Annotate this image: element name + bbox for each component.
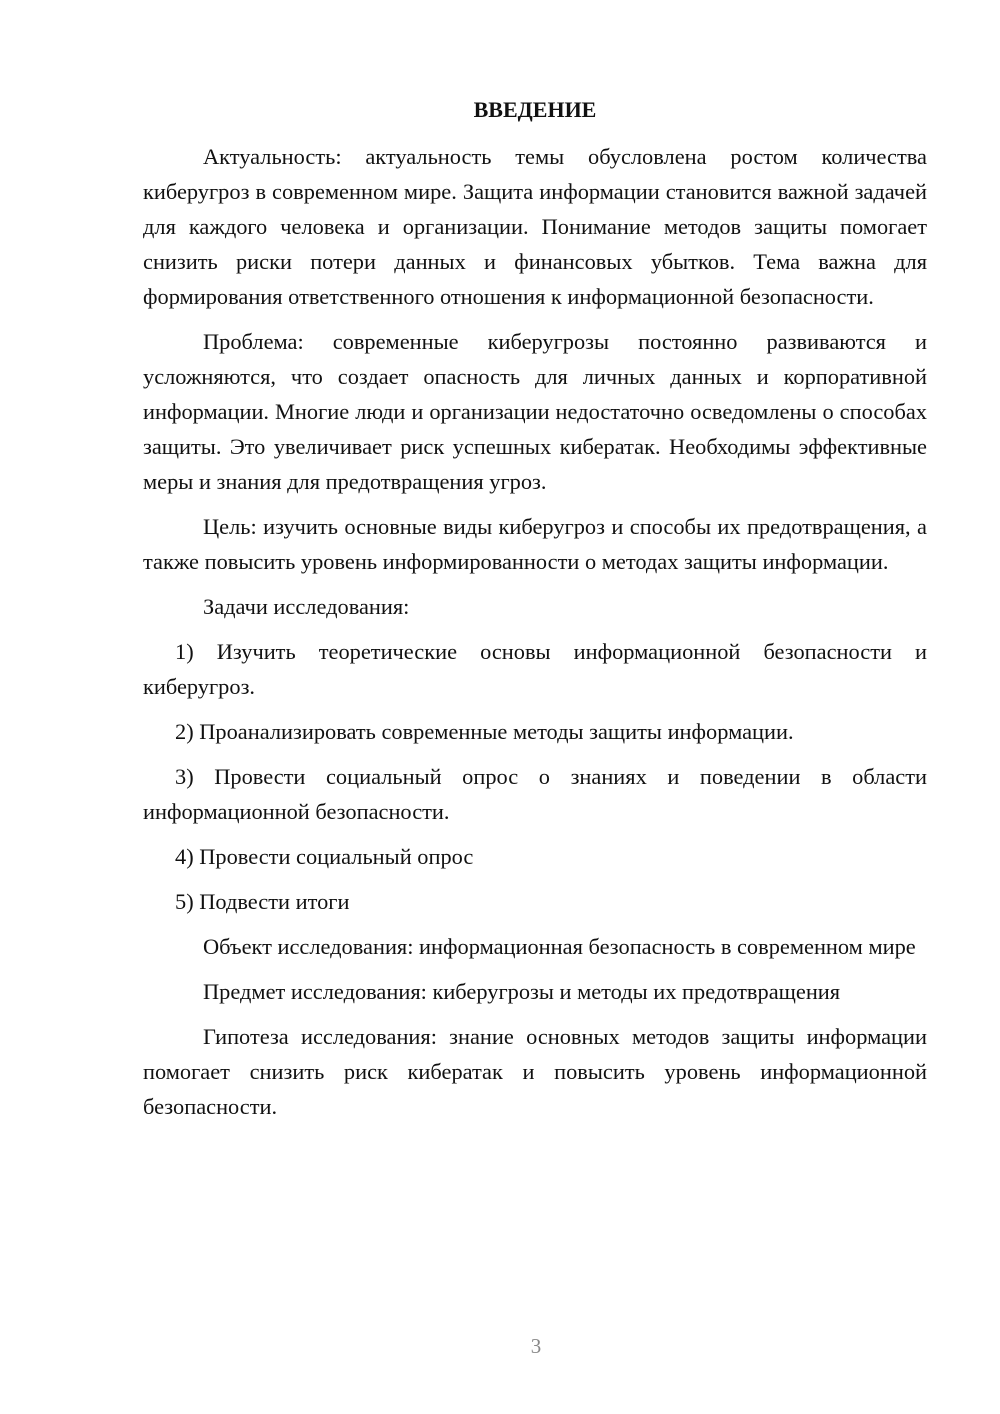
task-item-1: 1) Изучить теоретические основы информационной безопасности и киберугроз.	[143, 639, 927, 699]
document-body	[143, 95, 927, 1134]
paragraph-hypothesis: Гипотеза исследования: знание основных методов защиты информации помогает снизить риск кибератак и повысить уровень информационной безопасности.	[143, 1024, 927, 1119]
paragraph-relevance: Актуальность: актуальность темы обусловлена ростом количества киберугроз в современном мире. Защита информации становится важной задачей для каждого человека и организации. Понимание методов защиты помогает снизить риски потери данных и финансовых убытков. Тема важна для формирования ответственного отношения к информационной безопасности.	[143, 144, 927, 309]
paragraph-subject: Предмет исследования: киберугрозы и методы их предотвращения	[203, 979, 841, 1004]
task-item-3: 3) Провести социальный опрос о знаниях и поведении в области информационной безопасности.	[143, 764, 927, 824]
section-title: ВВЕДЕНИЕ	[473, 97, 597, 122]
task-item-2: 2) Проанализировать современные методы защиты информации.	[175, 719, 794, 744]
paragraph-problem: Проблема: современные киберугрозы постоянно развиваются и усложняются, что создает опасность для личных данных и корпоративной информации. Многие люди и организации недостаточно осведомлены о способах защиты. Это увеличивает риск успешных кибератак. Необходимы эффективные меры и знания для предотвращения угроз.	[143, 329, 927, 494]
task-item-5: 5) Подвести итоги	[175, 889, 350, 914]
paragraph-tasks-heading: Задачи исследования:	[203, 594, 410, 619]
task-item-4: 4) Провести социальный опрос	[175, 844, 474, 869]
page-number: 3	[530, 1334, 542, 1358]
paragraph-goal: Цель: изучить основные виды киберугроз и способы их предотвращения, а также повысить уровень информированности о методах защиты информации.	[143, 514, 927, 574]
paragraph-object: Объект исследования: информационная безопасность в современном мире	[203, 934, 916, 959]
